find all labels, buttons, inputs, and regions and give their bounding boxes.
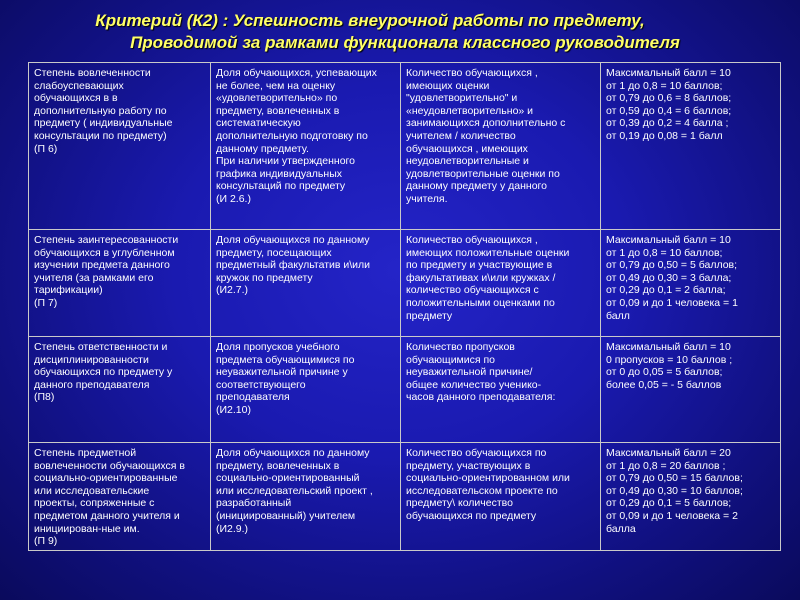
title-line-1: Критерий (К2) : Успешность внеурочной работы по предмету,	[95, 11, 645, 30]
indicator-cell: Доля обучающихся, успевающих не более, чем на оценку «удовлетворительно» по предмету, вовлеченных в систематическую дополнительную подготовку по данному предмету. При наличии утвержденного графика индивидуальных консультаций по предмету (И 2.6.)	[211, 63, 401, 230]
score-cell: Максимальный балл = 20 от 1 до 0,8 = 20 баллов ; от 0,79 до 0,50 = 15 баллов; от 0,49 до 0,30 = 10 баллов; от 0,29 до 0,1 = 5 баллов; от 0,09 и до 1 человека = 2 балла	[601, 443, 781, 551]
table-row	[29, 230, 781, 337]
criterion-cell: Степень предметной вовлеченности обучающихся в социально-ориентированные или исследовательские проекты, сопряженные с предметом данного учителя и инициирован-ные им. (П 9)	[29, 443, 211, 551]
title-line-2: Проводимой за рамками функционала классного руководителя	[130, 33, 680, 52]
table-row	[29, 443, 781, 551]
calculation-cell: Количество обучающихся по предмету, участвующих в социально-ориентированном или исследовательском проекте по предмету\ количество обучающихся по предмету	[401, 443, 601, 551]
calculation-cell: Количество обучающихся , имеющих положительные оценки по предмету и участвующие в факультативах и\или кружках / количество обучающихся с положительными оценками по предмету	[401, 230, 601, 337]
calculation-cell: Количество обучающихся , имеющих оценки "удовлетворительно" и «неудовлетворительно» и занимающихся дополнительно с учителем / количество обучающихся , имеющих неудовлетворительные и удовлетворительные оценки по данному предмету у данного учителя.	[401, 63, 601, 230]
score-cell: Максимальный балл = 10 от 1 до 0,8 = 10 баллов; от 0,79 до 0,50 = 5 баллов; от 0,49 до 0,30 = 3 балла; от 0,29 до 0,1 = 2 балла; от 0,09 и до 1 человека = 1 балл	[601, 230, 781, 337]
table-row	[29, 337, 781, 443]
criteria-table	[28, 62, 781, 551]
calculation-cell: Количество пропусков обучающимися по неуважительной причине/ общее количество ученико- часов данного преподавателя:	[401, 337, 601, 443]
criterion-cell: Степень ответственности и дисциплинированности обучающихся по предмету у данного преподавателя (П8)	[29, 337, 211, 443]
slide-title	[0, 10, 800, 54]
score-cell: Максимальный балл = 10 0 пропусков = 10 баллов ; от 0 до 0,05 = 5 баллов; более 0,05 = - 5 баллов	[601, 337, 781, 443]
indicator-cell: Доля обучающихся по данному предмету, вовлеченных в социально-ориентированный или исследовательский проект , разработанный (инициированный) учителем (И2.9.)	[211, 443, 401, 551]
indicator-cell: Доля пропусков учебного предмета обучающимися по неуважительной причине у соответствующего преподавателя (И2.10)	[211, 337, 401, 443]
criterion-cell: Степень вовлеченности слабоуспевающих обучающихся в в дополнительную работу по предмету ( индивидуальные консультации по предмету) (П 6)	[29, 63, 211, 230]
table-row	[29, 63, 781, 230]
criterion-cell: Степень заинтересованности обучающихся в углубленном изучении предмета данного учителя (за рамками его тарификации) (П 7)	[29, 230, 211, 337]
score-cell: Максимальный балл = 10 от 1 до 0,8 = 10 баллов; от 0,79 до 0,6 = 8 баллов; от 0,59 до 0,4 = 6 баллов; от 0,39 до 0,2 = 4 балла ; от 0,19 до 0,08 = 1 балл	[601, 63, 781, 230]
indicator-cell: Доля обучающихся по данному предмету, посещающих предметный факультатив и\или кружок по предмету (И2.7.)	[211, 230, 401, 337]
